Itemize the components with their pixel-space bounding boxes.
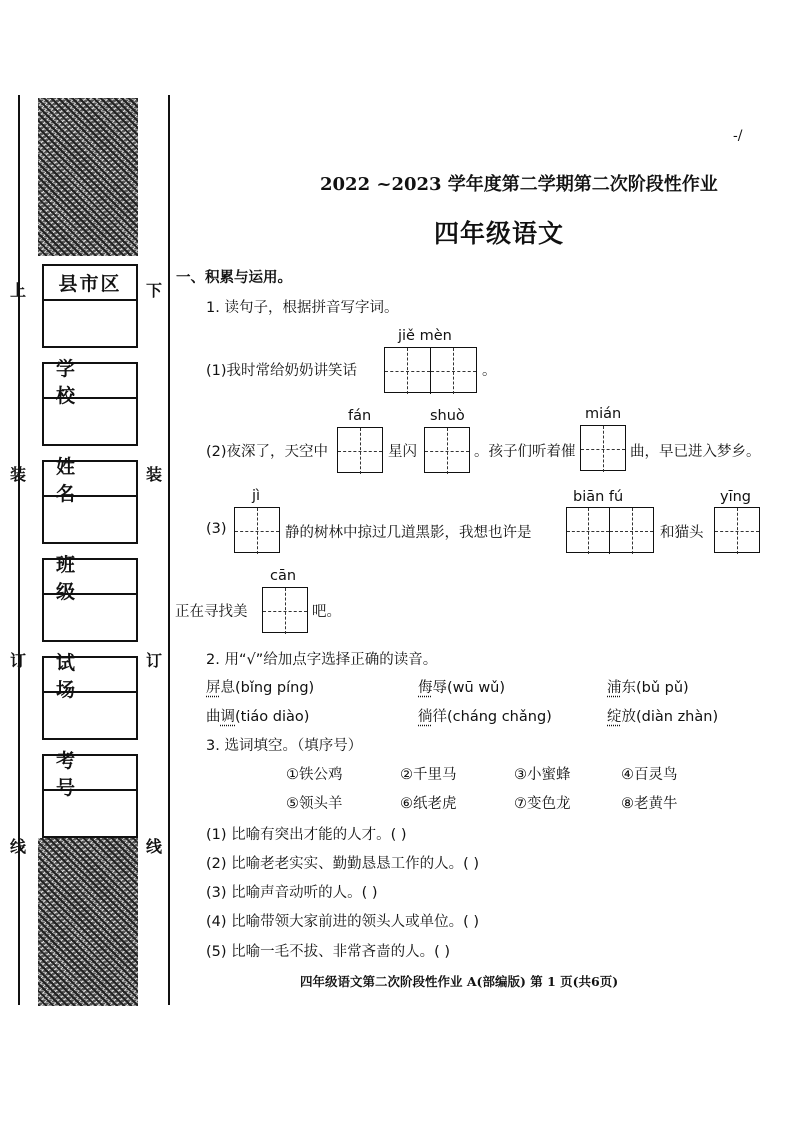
- binding-char: 线: [146, 837, 163, 856]
- answer-box[interactable]: [580, 425, 626, 471]
- q3-option: ⑧老黄牛: [621, 796, 678, 812]
- q3-option: ①铁公鸡: [286, 767, 343, 783]
- q2-item: 屏息(bǐng píng): [206, 680, 315, 696]
- field-label: 试 场: [44, 658, 136, 693]
- field-exam-room[interactable]: [42, 651, 138, 740]
- security-pattern-top: [38, 98, 138, 256]
- pinyin: jiě mèn: [398, 328, 452, 344]
- q1-s3-b: 静的树林中掠过几道黑影，我想也许是: [285, 525, 532, 541]
- exam-title: 2022 ~2023 学年度第二学期第二次阶段性作业: [320, 174, 718, 195]
- field-exam-number[interactable]: [42, 749, 138, 838]
- field-label: 县市区: [44, 266, 136, 301]
- q2-prompt: 2. 用“√”给加点字选择正确的读音。: [206, 652, 438, 668]
- section-heading: 一、积累与运用。: [176, 270, 292, 286]
- q3-question: (5) 比喻一毛不拔、非常吝啬的人。( ): [206, 944, 451, 960]
- answer-box[interactable]: [384, 347, 477, 393]
- q1-s1-end: 。: [482, 363, 497, 379]
- security-pattern-bottom: [38, 838, 138, 1006]
- q1-s2-a: (2)夜深了，天空中: [206, 444, 329, 460]
- binding-char: 上: [10, 281, 27, 300]
- answer-box[interactable]: [714, 507, 760, 553]
- subject-title: 四年级语文: [434, 219, 565, 248]
- q3-option: ⑦变色龙: [514, 796, 571, 812]
- answer-box[interactable]: [566, 507, 654, 553]
- q3-question: (4) 比喻带领大家前进的领头人或单位。( ): [206, 914, 480, 930]
- q3-question: (3) 比喻声音动听的人。( ): [206, 885, 378, 901]
- q3-prompt: 3. 选词填空。（填序号）: [206, 738, 363, 754]
- q1-s3-e: 吧。: [312, 604, 341, 620]
- corner-mark: -/: [733, 128, 743, 144]
- q1-s2-c: 。孩子们听着催: [474, 444, 576, 460]
- q2-item: 徜徉(cháng chǎng): [418, 709, 552, 725]
- binding-char: 订: [146, 651, 163, 670]
- q3-option: ⑥纸老虎: [400, 796, 457, 812]
- q3-option: ②千里马: [400, 767, 457, 783]
- field-label: 考 号: [44, 756, 136, 791]
- q3-question: (1) 比喻有突出才能的人才。( ): [206, 827, 407, 843]
- binding-char: 线: [10, 837, 27, 856]
- q1-prompt: 1. 读句子，根据拼音写字词。: [206, 300, 399, 316]
- q1-s2-d: 曲，早已进入梦乡。: [630, 444, 761, 460]
- answer-box[interactable]: [424, 427, 470, 473]
- pinyin: cān: [270, 568, 297, 584]
- binding-line-left: [18, 95, 20, 1005]
- q3-question: (2) 比喻老老实实、勤勤恳恳工作的人。( ): [206, 856, 480, 872]
- q2-item: 侮辱(wū wǔ): [418, 680, 506, 696]
- pinyin: mián: [585, 406, 622, 422]
- binding-line-right: [168, 95, 170, 1005]
- field-school[interactable]: [42, 357, 138, 446]
- binding-char: 装: [146, 465, 163, 484]
- q1-s2-b: 星闪: [388, 444, 417, 460]
- field-name[interactable]: [42, 455, 138, 544]
- binding-char: 装: [10, 465, 27, 484]
- q2-item: 绽放(diàn zhàn): [607, 709, 719, 725]
- q1-s1-text: (1)我时常给奶奶讲笑话: [206, 363, 358, 379]
- field-county[interactable]: [42, 264, 138, 348]
- q3-option: ③小蜜蜂: [514, 767, 571, 783]
- q3-option: ⑤领头羊: [286, 796, 343, 812]
- field-label: 班 级: [44, 560, 136, 595]
- field-class[interactable]: [42, 553, 138, 642]
- pinyin: fán: [348, 408, 372, 424]
- pinyin: biān fú: [573, 489, 624, 505]
- field-label: 姓 名: [44, 462, 136, 497]
- pinyin: jì: [252, 488, 261, 504]
- pinyin: yīng: [720, 489, 752, 505]
- q1-s3-d: 正在寻找美: [175, 604, 248, 620]
- q1-s3-a: (3): [206, 521, 227, 537]
- answer-box[interactable]: [234, 507, 280, 553]
- q2-item: 浦东(bǔ pǔ): [607, 680, 689, 696]
- binding-char: 下: [146, 281, 163, 300]
- binding-char: 订: [10, 651, 27, 670]
- q3-option: ④百灵鸟: [621, 767, 678, 783]
- page-footer: 四年级语文第二次阶段性作业 A(部编版) 第 1 页(共6页): [300, 974, 619, 989]
- answer-box[interactable]: [262, 587, 308, 633]
- pinyin: shuò: [430, 408, 465, 424]
- q2-item: 曲调(tiáo diào): [206, 709, 310, 725]
- q1-s3-c: 和猫头: [660, 525, 704, 541]
- answer-box[interactable]: [337, 427, 383, 473]
- field-label: 学 校: [44, 364, 136, 399]
